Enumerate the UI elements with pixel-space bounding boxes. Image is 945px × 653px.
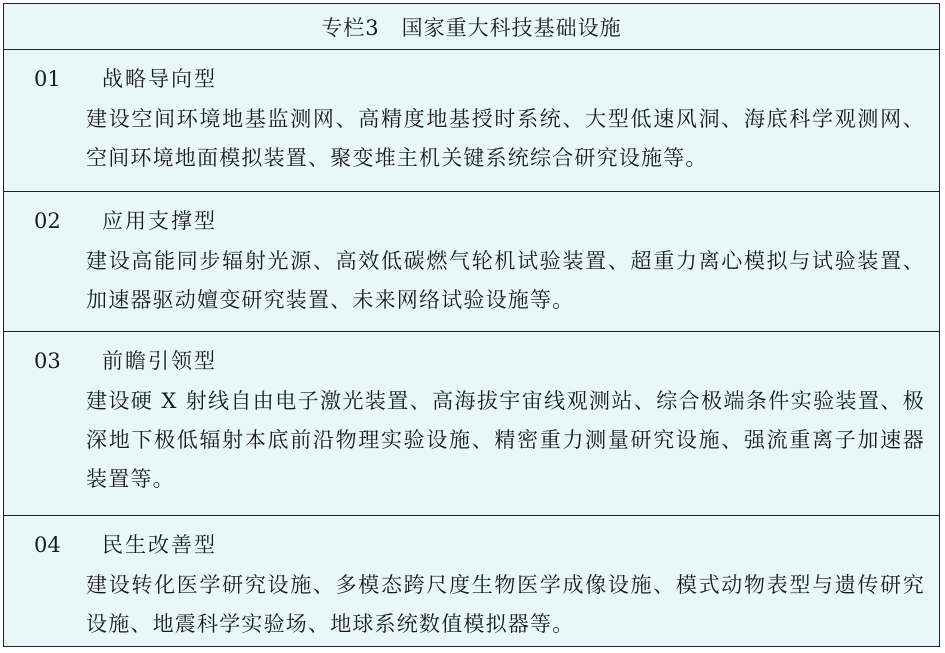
section-number: 03 [34,349,61,373]
section-title: 前瞻引领型 [102,349,217,373]
section-title: 民生改善型 [102,533,217,557]
section-title: 战略导向型 [102,67,217,91]
section-number: 04 [34,533,61,557]
section-body: 建设硬 X 射线自由电子激光装置、高海拔宇宙线观测站、综合极端条件实验装置、极深地下极低辐射本底前沿物理实验设施、精密重力测量研究设施、强流重离子加速器装置等。 [86,389,925,491]
section-body: 建设高能同步辐射光源、高效低碳燃气轮机试验装置、超重力离心模拟与试验装置、加速器驱动嬗变研究装置、未来网络试验设施等。 [86,249,925,312]
panel-title: 专栏3 国家重大科技基础设施 [4,4,939,50]
section-strategic [4,50,939,192]
section-livelihood [4,516,939,649]
section-title: 应用支撑型 [102,209,217,233]
section-number: 01 [34,67,61,91]
section-body: 建设转化医学研究设施、多模态跨尺度生物医学成像设施、模式动物表型与遗传研究设施、地震科学实验场、地球系统数值模拟器等。 [86,573,925,636]
infobox-panel [3,3,940,647]
section-frontier [4,332,939,516]
section-application [4,192,939,332]
section-body: 建设空间环境地基监测网、高精度地基授时系统、大型低速风洞、海底科学观测网、空间环境地面模拟装置、聚变堆主机关键系统综合研究设施等。 [86,107,925,170]
section-number: 02 [34,209,61,233]
